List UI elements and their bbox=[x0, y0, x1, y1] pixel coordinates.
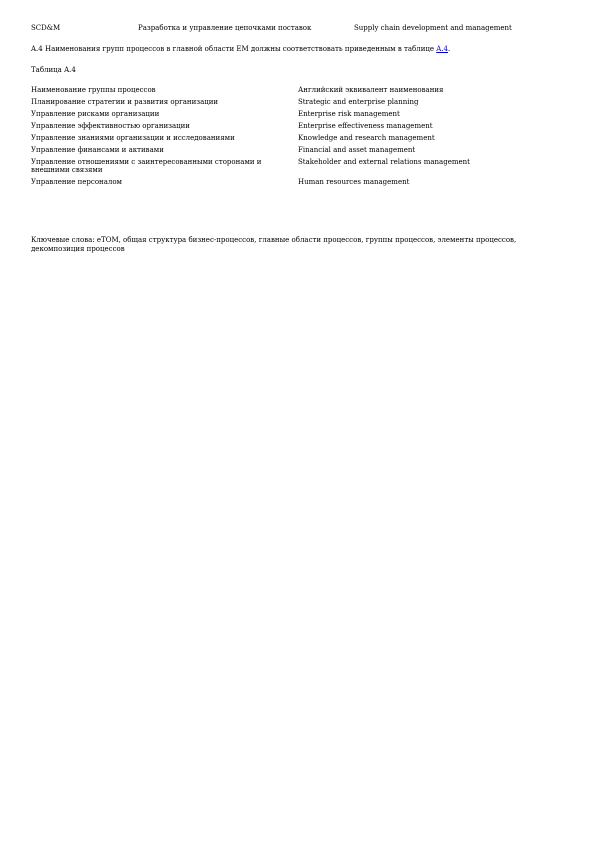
table-cell: Управление знаниями организации и исследованиями bbox=[31, 134, 235, 142]
table-row bbox=[31, 110, 481, 118]
table-row bbox=[31, 98, 481, 106]
header-title-ru: Разработка и управление цепочками поставок bbox=[138, 24, 312, 32]
table-header-cell: Наименование группы процессов bbox=[31, 86, 156, 94]
table-reference-link[interactable]: A.4 bbox=[436, 45, 448, 53]
table-row bbox=[31, 134, 481, 142]
table-row bbox=[31, 122, 481, 130]
process-groups-table bbox=[31, 86, 481, 190]
intro-text: A.4 Наименования групп процессов в главной области EM должны соответствовать приведенным в таблице bbox=[31, 45, 437, 53]
table-cell: Human resources management bbox=[298, 178, 410, 186]
table-cell: Управление отношениями с заинтересованными сторонами и внешними связями bbox=[31, 158, 262, 174]
table-cell: Knowledge and research management bbox=[298, 134, 435, 142]
table-cell: Управление персоналом bbox=[31, 178, 122, 186]
header-code: SCD&M bbox=[31, 24, 61, 32]
table-cell: Strategic and enterprise planning bbox=[298, 98, 419, 106]
table-cell: Enterprise risk management bbox=[298, 110, 400, 118]
table-cell: Управление финансами и активами bbox=[31, 146, 164, 154]
table-cell: Управление эффективностью организации bbox=[31, 122, 190, 130]
table-row bbox=[31, 178, 481, 186]
header-title-en: Supply chain development and management bbox=[354, 24, 512, 32]
intro-tail: . bbox=[448, 45, 451, 53]
table-cell: Управление рисками организации bbox=[31, 110, 160, 118]
keywords-paragraph: Ключевые слова: eTOM, общая структура бизнес-процессов, главные области процессов, группы процессов, элементы процессов, декомпозиция процессов bbox=[31, 236, 517, 253]
table-row bbox=[31, 146, 481, 154]
table-cell: Планирование стратегии и развития организации bbox=[31, 98, 219, 106]
table-header-cell: Английский эквивалент наименования bbox=[298, 86, 444, 94]
table-header-row bbox=[31, 86, 481, 94]
table-row bbox=[31, 158, 481, 174]
table-cell: Enterprise effectiveness management bbox=[298, 122, 433, 130]
table-cell: Financial and asset management bbox=[298, 146, 416, 154]
table-caption: Таблица A.4 bbox=[31, 66, 76, 74]
table-cell: Stakeholder and external relations management bbox=[298, 158, 470, 166]
intro-paragraph bbox=[31, 45, 450, 53]
